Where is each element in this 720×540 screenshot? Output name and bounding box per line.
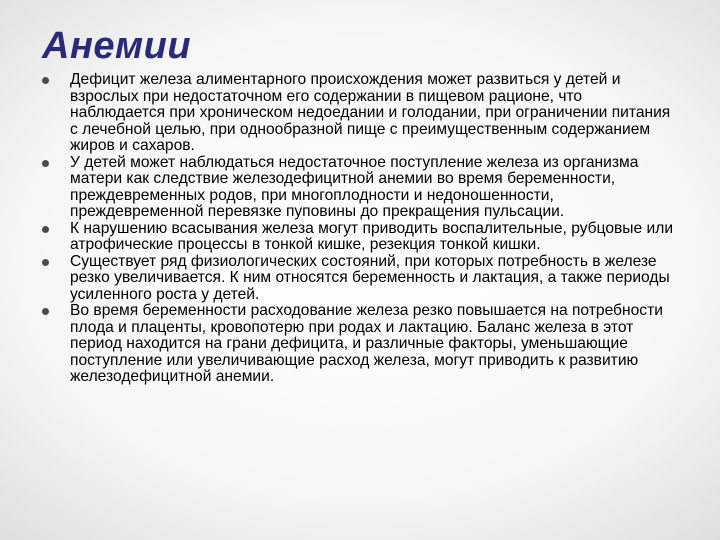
bullet-dot-icon (42, 77, 49, 84)
bullet-dot-icon (42, 308, 49, 315)
bullet-text: К нарушению всасывания железа могут приводить воспалительные, рубцовые или атрофические процессы в тонкой кишке, резекция тонкой кишки. (70, 219, 674, 253)
bullet-item (40, 303, 680, 386)
bullet-list (40, 72, 680, 386)
slide-title: Анемии (42, 25, 192, 67)
bullet-text: У детей может наблюдаться недостаточное поступление железа из организма матери как следствие железодефицитной анемии во время беременности, преждевременных родов, при многоплодности и недоношенности, преждевременной перевязке пуповины до прекращения пульсации. (70, 153, 639, 220)
bullet-item (40, 155, 680, 221)
bullet-text: Во время беременности расходование железа резко повышается на потребности плода и плаценты, кровопотерю при родах и лактацию. Баланс железа в этот период находится на грани дефицита, и различные факторы, уменьшающие поступление или увеличивающие расход железа, могут приводить к развитию железодефицитной анемии. (70, 302, 663, 385)
bullet-dot-icon (42, 226, 49, 233)
bullet-item (40, 254, 680, 304)
bullet-text: Существует ряд физиологических состояний, при которых потребность в железе резко увеличивается. К ним относятся беременность и лактация, а также периоды усиленного роста у детей. (70, 252, 670, 303)
bullet-item (40, 221, 680, 254)
bullet-dot-icon (42, 160, 49, 167)
bullet-text: Дефицит железа алиментарного происхождения может развиться у детей и взрослых при недостаточном его содержании в пищевом рационе, что наблюдается при хроническом недоедании и голодании, при ограничении питания с лечебной целью, при однообразной пище с преимущественным содержанием жиров и сахаров. (70, 71, 671, 154)
bullet-dot-icon (42, 259, 49, 266)
bullet-item (40, 72, 680, 155)
